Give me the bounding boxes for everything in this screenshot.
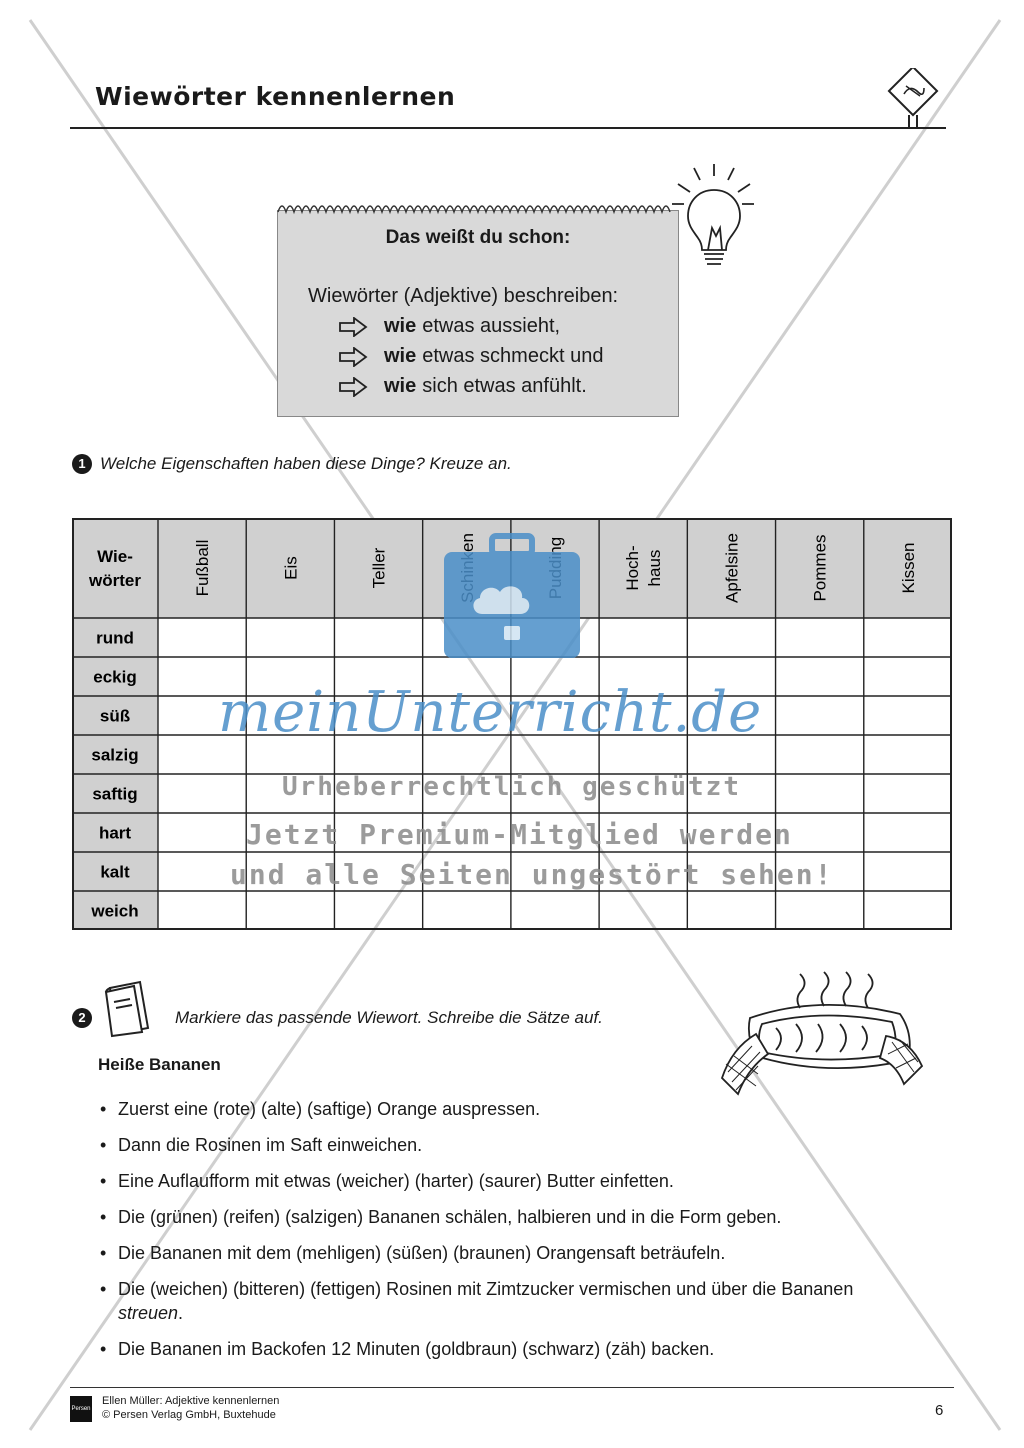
briefcase-cloud-icon xyxy=(442,532,582,662)
info-line-text: etwas schmeckt und xyxy=(422,345,604,367)
recipe-step: • Die (grünen) (reifen) (salzigen) Bananen schälen, halbieren und in die Form geben. xyxy=(100,1205,880,1229)
baking-dish-icon xyxy=(716,968,928,1118)
recipe-step xyxy=(100,1277,880,1325)
table-cell-checkbox[interactable] xyxy=(688,892,774,929)
publisher-logo: Persen xyxy=(70,1396,92,1422)
task-instruction: Welche Eigenschaften haben diese Dinge? Kreuze an. xyxy=(100,454,512,473)
row-header-label: salzig xyxy=(91,745,139,765)
table-cell-checkbox[interactable] xyxy=(865,853,951,890)
row-header-label: rund xyxy=(96,628,134,648)
row-header-label: eckig xyxy=(93,667,137,687)
watermark-line: und alle Seiten ungestört sehen! xyxy=(230,858,834,891)
info-lead: Wiewörter (Adjektive) beschreiben: xyxy=(308,285,619,307)
column-header-label: Teller xyxy=(369,547,389,589)
footer-copyright: © Persen Verlag GmbH, Buxtehude xyxy=(102,1409,276,1421)
info-line-keyword: wie xyxy=(384,315,417,337)
table-cell-checkbox[interactable] xyxy=(777,619,863,656)
arrow-right-icon xyxy=(338,377,368,397)
signpost-icon xyxy=(886,68,942,130)
table-corner-label: wörter xyxy=(89,571,141,590)
table-cell-checkbox[interactable] xyxy=(159,814,245,851)
notebook-icon xyxy=(100,978,156,1038)
info-line-keyword: wie xyxy=(384,345,417,367)
recipe-step: • Die Bananen im Backofen 12 Minuten (goldbraun) (schwarz) (zäh) backen. xyxy=(100,1337,880,1361)
table-cell-checkbox[interactable] xyxy=(777,658,863,695)
column-header-label: Pommes xyxy=(810,534,830,602)
recipe-step-emphasis: streuen xyxy=(118,1303,179,1323)
column-header-label: Apfelsine xyxy=(722,533,742,603)
table-cell-checkbox[interactable] xyxy=(335,619,421,656)
column-header-label: haus xyxy=(645,549,665,587)
table-cell-checkbox[interactable] xyxy=(159,775,245,812)
recipe-step: • Dann die Rosinen im Saft einweichen. xyxy=(100,1133,880,1157)
table-cell-checkbox[interactable] xyxy=(159,892,245,929)
arrow-right-icon xyxy=(338,347,368,367)
table-cell-checkbox[interactable] xyxy=(247,619,333,656)
task-number-badge: 1 xyxy=(72,454,92,474)
table-cell-checkbox[interactable] xyxy=(159,619,245,656)
watermark-line: Jetzt Premium-Mitglied werden xyxy=(246,818,793,851)
info-box xyxy=(277,210,679,417)
column-header-label: Hoch- xyxy=(623,545,643,591)
table-cell-checkbox[interactable] xyxy=(335,892,421,929)
row-header-label: weich xyxy=(91,901,139,921)
table-cell-checkbox[interactable] xyxy=(865,892,951,929)
info-heading: Das weißt du schon: xyxy=(385,227,571,248)
footer-credits xyxy=(102,1394,279,1422)
table-cell-checkbox[interactable] xyxy=(600,619,686,656)
table-cell-checkbox[interactable] xyxy=(865,658,951,695)
recipe-title: Heiße Bananen xyxy=(98,1055,221,1074)
table-cell-checkbox[interactable] xyxy=(865,697,951,734)
page-number: 6 xyxy=(935,1402,944,1419)
info-line xyxy=(338,315,560,338)
table-cell-checkbox[interactable] xyxy=(777,892,863,929)
column-header-label: Fußball xyxy=(193,539,213,597)
task-number-badge: 2 xyxy=(72,1008,92,1028)
table-cell-checkbox[interactable] xyxy=(600,892,686,929)
recipe-steps xyxy=(100,1097,880,1373)
table-cell-checkbox[interactable] xyxy=(247,892,333,929)
table-cell-checkbox[interactable] xyxy=(865,814,951,851)
table-corner-label: Wie- xyxy=(97,547,133,566)
info-line-keyword: wie xyxy=(384,375,417,397)
column-header-label: Eis xyxy=(281,556,301,580)
title-rule xyxy=(70,127,946,129)
recipe-step: • Zuerst eine (rote) (alte) (saftige) Orange auspressen. xyxy=(100,1097,880,1121)
table-cell-checkbox[interactable] xyxy=(424,892,510,929)
row-header-label: süß xyxy=(99,706,131,726)
light-bulb-icon xyxy=(668,160,760,270)
arrow-right-icon xyxy=(338,317,368,337)
recipe-step: • Die Bananen mit dem (mehligen) (süßen) (braunen) Orangensaft beträufeln. xyxy=(100,1241,880,1265)
table-cell-checkbox[interactable] xyxy=(512,892,598,929)
table-cell-checkbox[interactable] xyxy=(777,736,863,773)
page-title: Wiewörter kennenlernen xyxy=(95,82,456,111)
row-header-label: kalt xyxy=(100,862,130,882)
task-instruction: Markiere das passende Wiewort. Schreibe die Sätze auf. xyxy=(175,1008,603,1027)
watermark-brand: meinUnterricht.de xyxy=(218,680,763,745)
footer-author: Ellen Müller: Adjektive kennenlernen xyxy=(102,1395,280,1407)
table-cell-checkbox[interactable] xyxy=(865,619,951,656)
watermark-line: Urheberrechtlich geschützt xyxy=(282,772,741,802)
recipe-step-text: Die (weichen) (bitteren) (fettigen) Rosinen mit Zimtzucker vermischen und über die Bananen xyxy=(118,1279,854,1299)
info-line xyxy=(338,375,587,398)
table-cell-checkbox[interactable] xyxy=(688,619,774,656)
table-cell-checkbox[interactable] xyxy=(865,775,951,812)
table-cell-checkbox[interactable] xyxy=(865,736,951,773)
row-header-label: saftig xyxy=(92,784,138,804)
recipe-step-text: . xyxy=(178,1303,184,1323)
footer-rule xyxy=(70,1387,954,1388)
column-header-label: Kissen xyxy=(898,542,918,594)
spiral-binding-icon xyxy=(270,198,690,220)
info-line xyxy=(338,345,603,368)
table-cell-checkbox[interactable] xyxy=(777,775,863,812)
table-cell-checkbox[interactable] xyxy=(777,697,863,734)
info-line-text: sich etwas anfühlt. xyxy=(422,375,587,397)
recipe-step: • Eine Auflaufform mit etwas (weicher) (harter) (saurer) Butter einfetten. xyxy=(100,1169,880,1193)
row-header-label: hart xyxy=(98,823,132,843)
info-line-text: etwas aussieht, xyxy=(422,315,561,337)
